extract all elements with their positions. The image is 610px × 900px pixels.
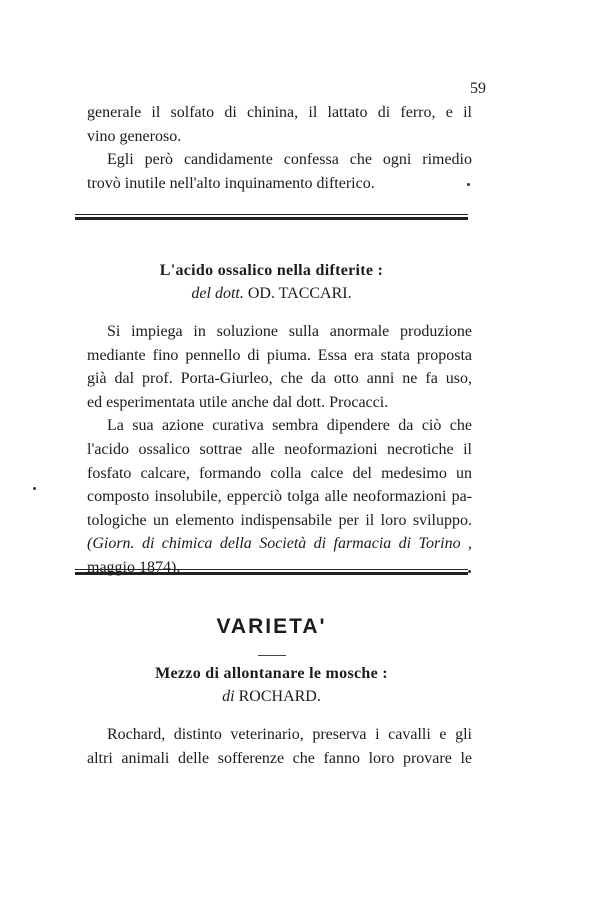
text-line: La sua azione curativa sembra dipendere da ciò che [107, 417, 472, 435]
article-byline [75, 285, 468, 303]
text-line: altri animali delle sofferenze che fanno loro provare le [87, 749, 472, 767]
section-divider [75, 214, 468, 220]
text-line: ed esperimentata utile anche dal dott. Procacci. [87, 393, 389, 411]
byline-author: OD. TACCARI. [247, 285, 352, 302]
section-title: VARIETA' [216, 615, 327, 638]
ink-speck [33, 487, 36, 490]
section-divider [75, 569, 468, 575]
text-line: vino generoso. [87, 127, 182, 145]
article-body [87, 320, 472, 580]
text-line: tologiche un elemento indispensabile per il loro sviluppo. [87, 511, 472, 529]
text-line: composto insolubile, epperciò tolga alle neoformazioni pa- [87, 488, 472, 506]
byline-prefix: del dott. [191, 285, 244, 302]
ink-speck [468, 570, 471, 573]
text-line: già dal prof. Porta-Giurleo, che da otto anni ne fa uso, [87, 370, 472, 388]
text-line: l'acido ossalico sottrae alle neoformazioni necrotiche il [87, 440, 472, 458]
page-number: 59 [470, 80, 486, 97]
article-title: Mezzo di allontanare le mosche : [155, 665, 388, 682]
text-line: generale il solfato di chinina, il lattato di ferro, e il [87, 104, 472, 121]
citation-line [87, 532, 472, 556]
text-line: fosfato calcare, formando colla calce del medesimo un [87, 464, 472, 482]
text-line: Egli però candidamente confessa che ogni rimedio [107, 151, 472, 169]
text-line: mediante fino pennello di piuma. Essa era stata proposta [87, 346, 472, 364]
citation-source: (Giorn. di chimica della Società di farmacia di Torino , [87, 535, 472, 553]
article-body [87, 723, 472, 770]
intro-paragraph [87, 101, 472, 195]
byline-author: ROCHARD. [238, 688, 321, 705]
ink-speck [467, 183, 470, 186]
title-underline [258, 655, 286, 656]
article-byline [75, 688, 468, 706]
article-title: L'acido ossalico nella difterite : [159, 262, 384, 279]
text-line: Si impiega in soluzione sulla anormale produzione [107, 323, 472, 340]
byline-prefix: di [222, 688, 235, 705]
text-line: trovò inutile nell'alto inquinamento difterico. [87, 174, 375, 192]
text-line: Rochard, distinto veterinario, preserva i cavalli e gli [107, 726, 472, 743]
citation-date: maggio 1874). [87, 558, 181, 576]
